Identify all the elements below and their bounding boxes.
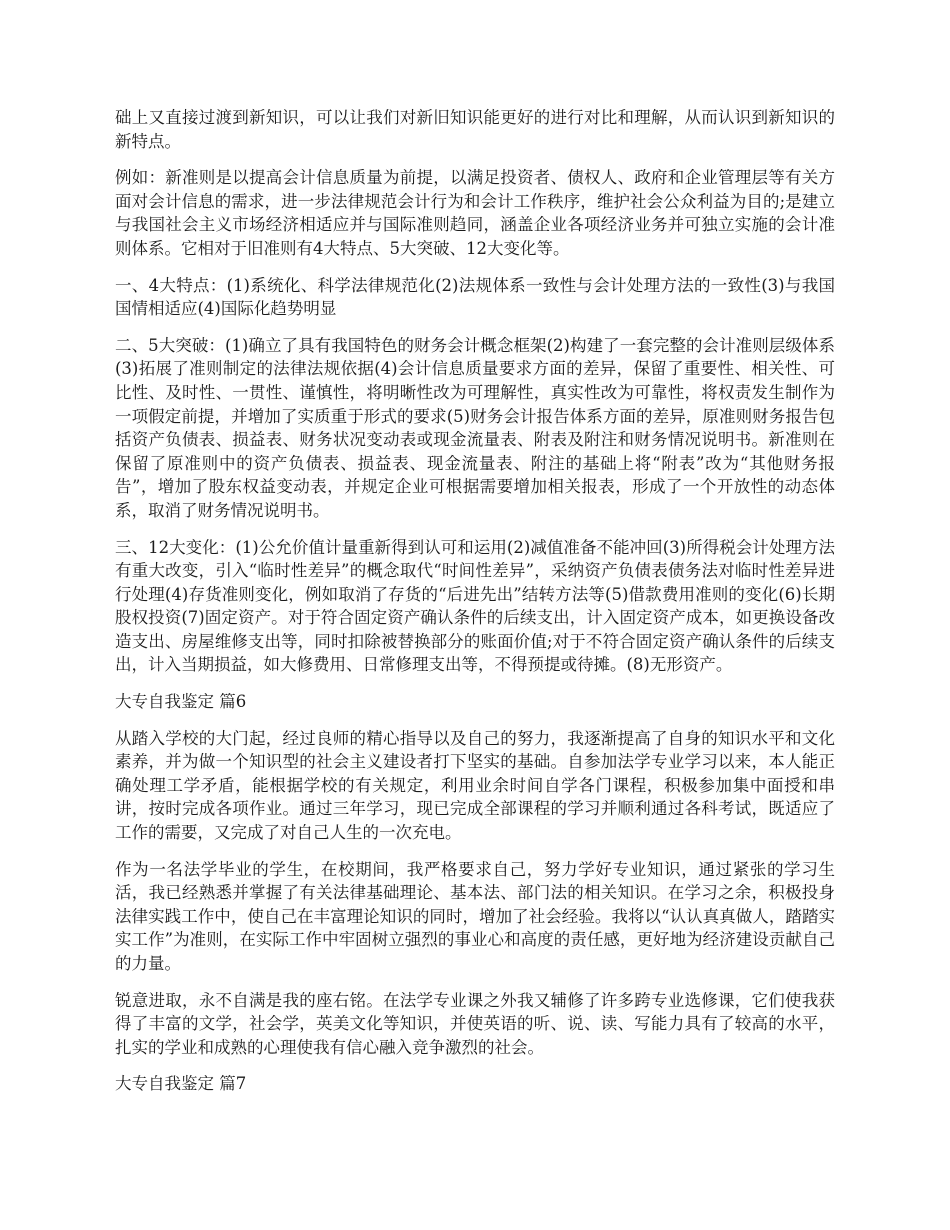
paragraph-example: 例如：新准则是以提高会计信息质量为前提，以满足投资者、债权人、政府和企业管理层等有关方面对会计信息的需求，进一步法律规范会计行为和会计工作秩序，维护社会公众利益为目的;是建立与我国社会主义市场经济相适应并与国际准则趋同，涵盖企业各项经济业务并可独立实施的会计准则体系。它相对于旧准则有4大特点、5大突破、12大变化等。 — [115, 168, 835, 258]
paragraph-self-assessment-1: 从踏入学校的大门起，经过良师的精心指导以及自己的努力，我逐渐提高了自身的知识水平和文化素养，并为做一个知识型的社会主义建设者打下坚实的基础。自参加法学专业学习以来，本人能正确处理工学矛盾，能根据学校的有关规定，利用业余时间自学各门课程，积极参加集中面授和串讲，按时完成各项作业。通过三年学习，现已完成全部课程的学习并顺利通过各科考试，既适应了工作的需要，又完成了对自己人生的一次充电。 — [115, 728, 835, 843]
paragraph-five-breakthroughs: 二、5大突破：(1)确立了具有我国特色的财务会计概念框架(2)构建了一套完整的会计准则层级体系(3)拓展了准则制定的法律法规依据(4)会计信息质量要求方面的差异，保留了重要性、相关性、可比性、及时性、一贯性、谨慎性，将明晰性改为可理解性，真实性改为可靠性，将权责发生制作为一项假定前提，并增加了实质重于形式的要求(5)财务会计报告体系方面的差异，原准则财务报告包括资产负债表、损益表、财务状况变动表或现金流量表、附表及附注和财务情况说明书。新准则在保留了原准则中的资产负债表、损益表、现金流量表、附注的基础上将“附表”改为“其他财务报告”，增加了股东权益变动表，并规定企业可根据需要增加相关报表，形成了一个开放性的动态体系，取消了财务情况说明书。 — [115, 335, 835, 520]
paragraph-twelve-changes: 三、12大变化：(1)公允价值计量重新得到认可和运用(2)减值准备不能冲回(3)所得税会计处理方法有重大改变，引入“临时性差异”的概念取代“时间性差异”，采纳资产负债表债务法对临时性差异进行处理(4)存货准则变化，例如取消了存货的“后进先出”结转方法等(5)借款费用准则的变化(6)长期股权投资(7)固定资产。对于符合固定资产确认条件的后续支出，计入固定资产成本，如更换设备改造支出、房屋维修支出等，同时扣除被替换部分的账面价值;对于不符合固定资产确认条件的后续支出，计入当期损益，如大修费用、日常修理支出等，不得预提或待摊。(8)无形资产。 — [115, 537, 835, 675]
paragraph-intro-continuation: 础上又直接过渡到新知识，可以让我们对新旧知识能更好的进行对比和理解，从而认识到新知识的新特点。 — [115, 108, 835, 151]
section-heading-7: 大专自我鉴定 篇7 — [115, 1074, 247, 1094]
paragraph-four-features: 一、4大特点：(1)系统化、科学法律规范化(2)法规体系一致性与会计处理方法的一致性(3)与我国国情相适应(4)国际化趋势明显 — [115, 275, 835, 319]
paragraph-self-assessment-3: 锐意进取，永不自满是我的座右铭。在法学专业课之外我又辅修了许多跨专业选修课，它们使我获得了丰富的文学，社会学，英美文化等知识，并使英语的听、说、读、写能力具有了较高的水平，扎实的学业和成熟的心理使我有信心融入竞争激烈的社会。 — [115, 990, 835, 1057]
section-heading-6: 大专自我鉴定 篇6 — [115, 692, 247, 712]
paragraph-self-assessment-2: 作为一名法学毕业的学生，在校期间，我严格要求自己，努力学好专业知识，通过紧张的学习生活，我已经熟悉并掌握了有关法律基础理论、基本法、部门法的相关知识。在学习之余，积极投身法律实践工作中，使自己在丰富理论知识的同时，增加了社会经验。我将以“认认真真做人，踏踏实实工作”为准则，在实际工作中牢固树立强烈的事业心和高度的责任感，更好地为经济建设贡献自己的力量。 — [115, 859, 835, 973]
